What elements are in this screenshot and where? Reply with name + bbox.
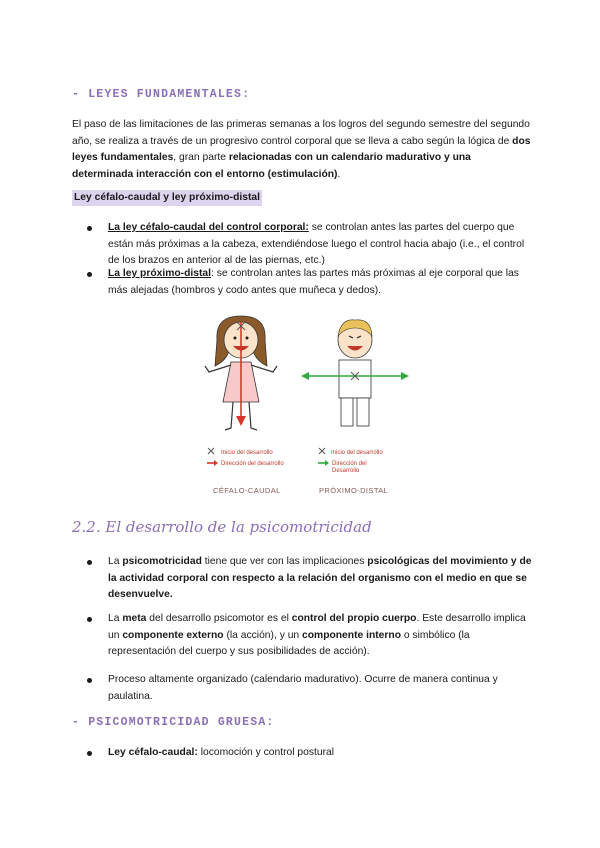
bullet-icon [87, 272, 92, 277]
bold-text: Ley céfalo-caudal: [108, 747, 198, 758]
subheading-leyes: Ley céfalo-caudal y ley próximo-distal [72, 190, 262, 206]
bold-text: componente externo [122, 629, 224, 641]
law-text: se controlan antes las partes del cuerpo que están más próximas a la cabeza, extendiéndose luego el control hacia abajo (i.e., el control de los brazos en anterior al de las piernas, etc.) [108, 222, 525, 266]
heading-leyes-fundamentales: - LEYES FUNDAMENTALES: [72, 88, 251, 101]
list-item [92, 672, 532, 705]
list-item [92, 745, 532, 762]
bold-text: psicomotricidad [122, 556, 202, 567]
bold-text: control del propio cuerpo [291, 613, 417, 624]
intro-bold-2: relacionadas con un calendario madurativo y una determinada interacción con el entorno (estimulación) [72, 152, 471, 180]
caption-cefalo-caudal: CÉFALO-CAUDAL [213, 486, 281, 495]
legend-direction-text: Dirección del [332, 461, 367, 467]
bullet-icon [87, 560, 92, 565]
intro-text-3: . [337, 168, 341, 180]
intro-bold-1: dos leyes fundamentales [72, 135, 531, 163]
intro-text-1: El paso de las limitaciones de las primeras semanas a los logros del segundo semestre del segundo año, se realiza a través de un progresivo control corporal que se lleva a cabo según la lógica de [72, 119, 530, 147]
law-label: La ley próximo-distal [108, 268, 211, 279]
bold-text: componente interno [302, 629, 401, 641]
text: tiene que ver con las implicaciones [201, 556, 368, 567]
list-item [92, 554, 532, 604]
bullet-icon [87, 678, 92, 683]
text: locomoción y control postural [197, 747, 335, 758]
boy-illustration [301, 320, 409, 426]
legend-proximo-distal [318, 448, 383, 474]
text: del desarrollo psicomotor es el [146, 613, 292, 624]
law-label: La ley céfalo-caudal del control corporal: [108, 222, 309, 233]
legend-start-text: Inicio del desarrollo [331, 450, 383, 456]
bullet-icon [87, 226, 92, 231]
girl-illustration [205, 316, 277, 430]
intro-text-2: , gran parte [173, 152, 229, 163]
heading-psicomotricidad-gruesa: - PSICOMOTRICIDAD GRUESA: [72, 716, 275, 729]
bold-text: meta [122, 613, 147, 624]
text: La [108, 556, 123, 567]
development-laws-figure [195, 310, 415, 500]
text: (la acción), y un [223, 629, 303, 641]
legend-cefalo-caudal [207, 448, 284, 467]
legend-direction-text-2: Desarrollo [332, 468, 360, 474]
law-text: : se controlan antes las partes más próximas al eje corporal que las más alejadas (hombros y codo antes que muñeca y dedos). [108, 268, 519, 296]
list-item [92, 611, 532, 661]
text: La [108, 613, 123, 624]
start-x-icon [208, 448, 214, 454]
start-x-icon [319, 448, 325, 454]
bullet-icon [87, 751, 92, 756]
intro-paragraph [72, 117, 532, 183]
caption-proximo-distal: PRÓXIMO-DISTAL [319, 486, 389, 495]
list-item [92, 266, 532, 299]
bullet-icon [87, 617, 92, 622]
text: o simbólico (la representación del cuerpo y sus posibilidades de acción). [108, 629, 470, 657]
text: . Este desarrollo implica un [108, 613, 526, 641]
legend-direction-text: Dirección del desarrollo [221, 461, 284, 467]
text: Proceso altamente organizado (calendario madurativo). Ocurre de manera continua y paulatina. [108, 674, 498, 702]
bold-text: psicológicas del movimiento y de la actividad corporal con respecto a la relación del organismo con el medio en que se desenvuelve. [108, 556, 532, 600]
section-title: 2.2. El desarrollo de la psicomotricidad [72, 518, 372, 536]
legend-start-text: Inicio del desarrollo [221, 450, 273, 456]
list-item [92, 220, 532, 270]
